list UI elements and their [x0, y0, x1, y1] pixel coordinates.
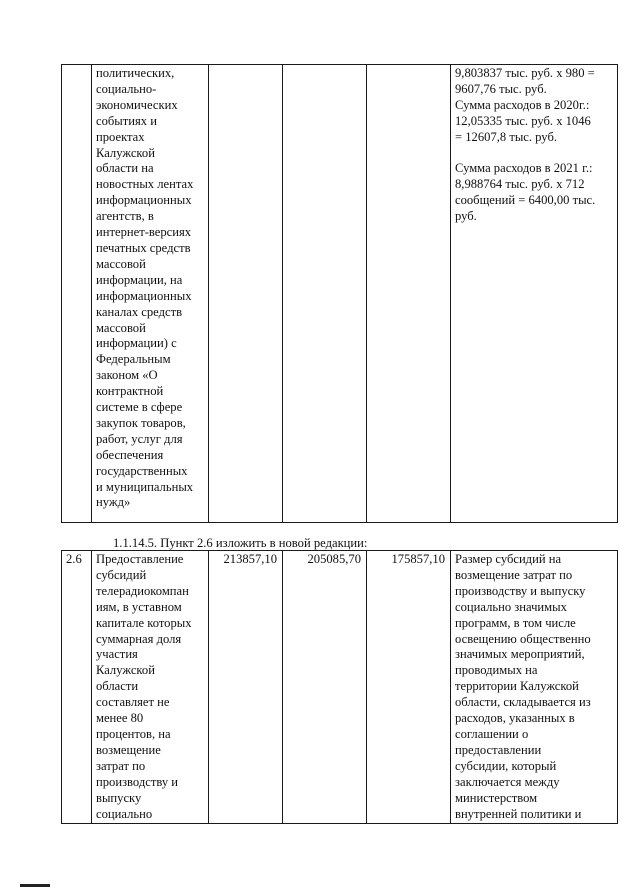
table-row [62, 551, 618, 824]
item-description-cell: Предоставление субсидий телерадиокомпан иям, в уставном капитале которых суммарная доля участия Калужской области составляет не менее 80 процентов, на возмещение затрат по производству и выпуску социально [92, 551, 209, 824]
amount-cell-1 [209, 65, 283, 523]
amendment-paragraph: 1.1.14.5. Пункт 2.6 изложить в новой редакции: [113, 536, 368, 550]
amount-cell-1: 213857,10 [209, 551, 283, 824]
amount-cell-3 [367, 65, 451, 523]
item-description-cell: политических, социально- экономических событиях и проектах Калужской области на новостных лентах информационных агентств, в интернет-версиях печатных средств массовой информации, на информационных каналах средств массовой информации) с Федеральным законом «О контрактной системе в сфере закупок товаров, работ, услуг для обеспечения государственных и муниципальных нужд» [92, 65, 209, 523]
budget-table-continued [61, 64, 618, 523]
page-footer-mark [20, 884, 50, 887]
amount-cell-3: 175857,10 [367, 551, 451, 824]
calculation-cell: Размер субсидий на возмещение затрат по производству и выпуску социально значимых программ, в том числе освещению общественно значимых мероприятий, проводимых на территории Калужской области, складывается из расходов, указанных в соглашении о предоставлении субсидии, который заключается между министерством внутренней политики и [451, 551, 618, 824]
budget-table-item-2-6 [61, 550, 618, 824]
item-number-cell: 2.6 [62, 551, 92, 824]
amount-cell-2 [283, 65, 367, 523]
table-row [62, 65, 618, 523]
calculation-cell: 9,803837 тыс. руб. х 980 = 9607,76 тыс. руб. Сумма расходов в 2020г.: 12,05335 тыс. руб. х 1046 = 12607,8 тыс. руб. Сумма расходов в 2021 г.: 8,988764 тыс. руб. х 712 сообщений = 6400,00 тыс. руб. [451, 65, 618, 523]
item-number-cell [62, 65, 92, 523]
amount-cell-2: 205085,70 [283, 551, 367, 824]
